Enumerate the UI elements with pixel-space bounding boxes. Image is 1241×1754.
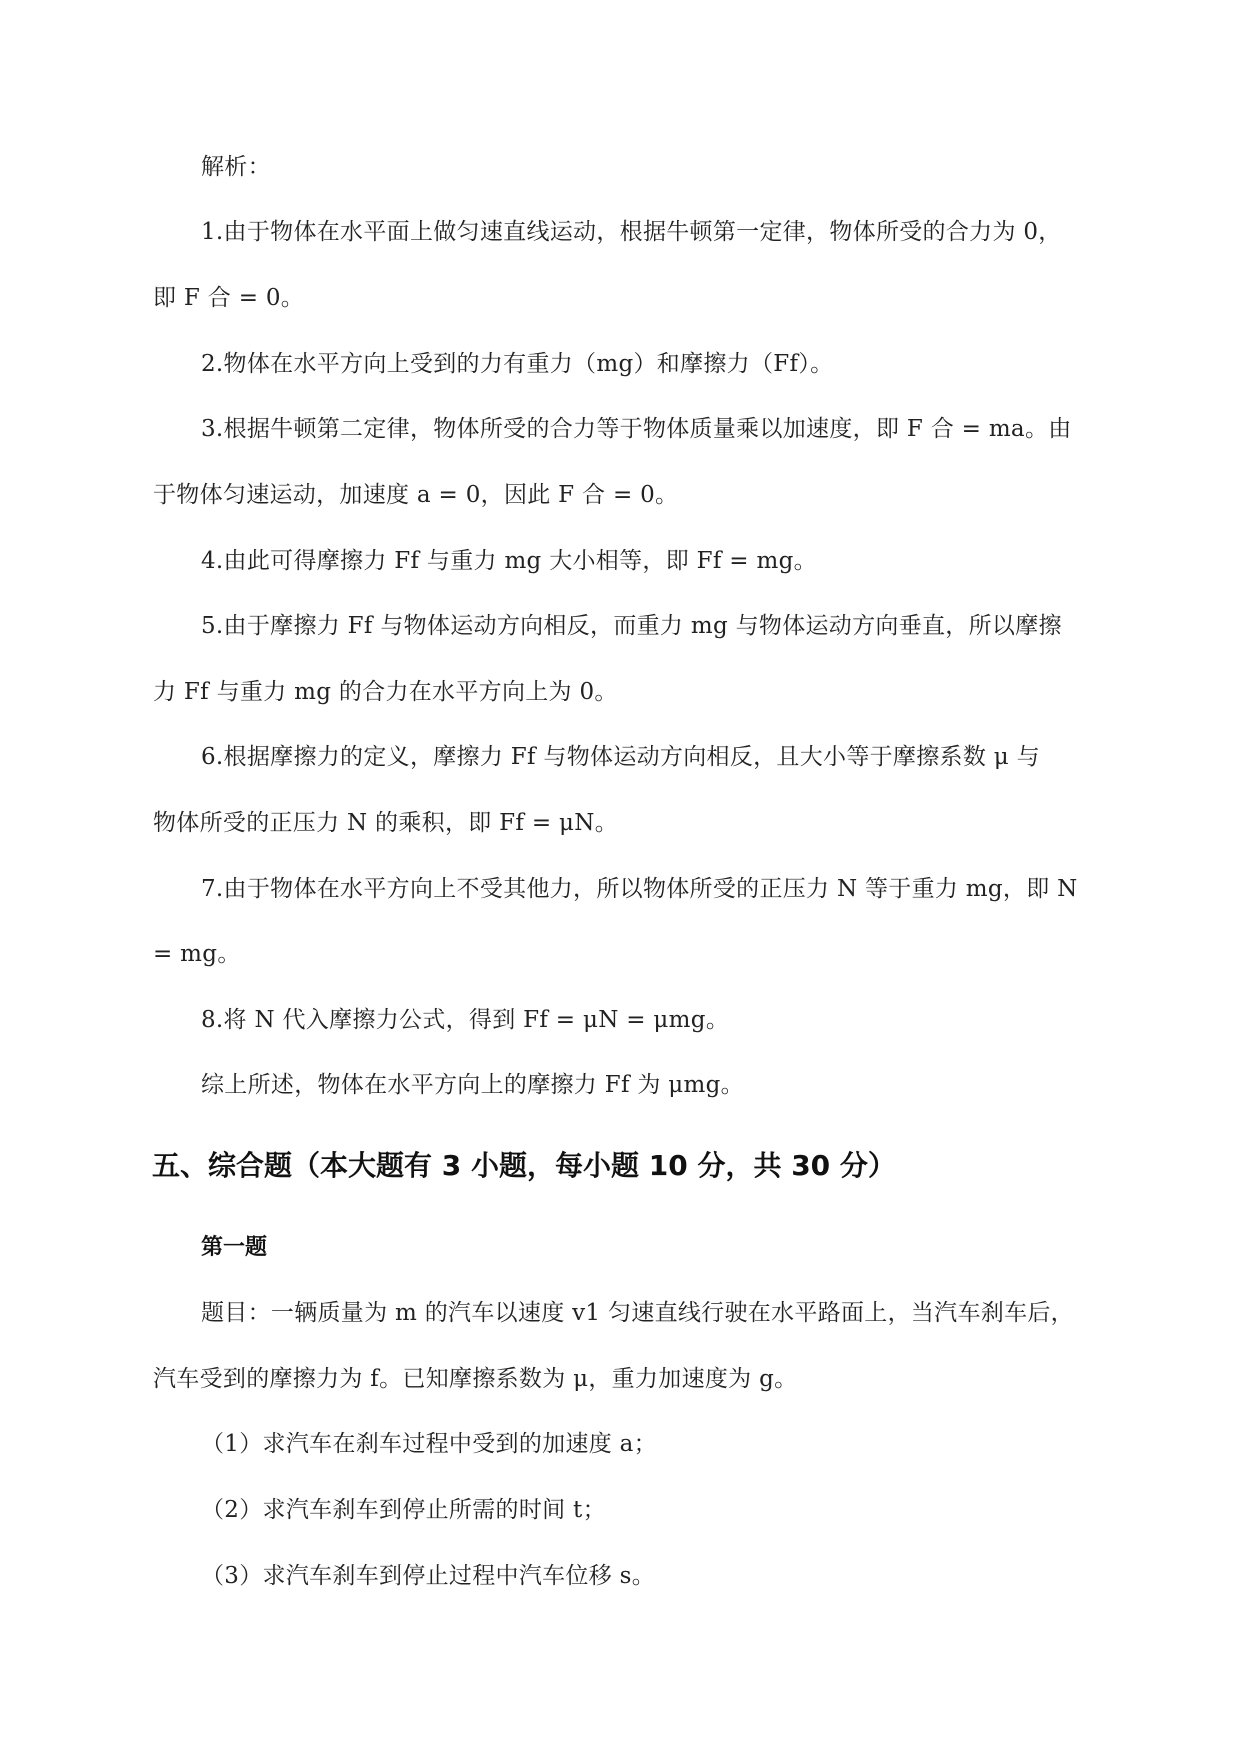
question-part-2: （2）求汽车刹车到停止所需的时间 t； (201, 1497, 606, 1523)
question-line-2: 汽车受到的摩擦力为 f。已知摩擦系数为 μ，重力加速度为 g。 (153, 1366, 798, 1392)
analysis-line-10: 物体所受的正压力 N 的乘积，即 Ff = μN。 (153, 810, 618, 836)
analysis-line-9: 6.根据摩擦力的定义，摩擦力 Ff 与物体运动方向相反，且大小等于摩擦系数 μ 与 (201, 744, 1040, 770)
analysis-line-7: 5.由于摩擦力 Ff 与物体运动方向相反，而重力 mg 与物体运动方向垂直，所以摩擦 (201, 613, 1062, 639)
analysis-line-11: 7.由于物体在水平方向上不受其他力，所以物体所受的正压力 N 等于重力 mg，即 N (201, 876, 1078, 902)
question-part-3: （3）求汽车刹车到停止过程中汽车位移 s。 (201, 1563, 656, 1589)
analysis-label: 解析： (201, 154, 271, 180)
question-part-1: （1）求汽车在刹车过程中受到的加速度 a； (201, 1431, 657, 1457)
analysis-line-1: 1.由于物体在水平面上做匀速直线运动，根据牛顿第一定律，物体所受的合力为 0， (201, 219, 1062, 245)
section-heading: 五、综合题（本大题有 3 小题，每小题 10 分，共 30 分） (152, 1149, 896, 1182)
question-heading: 第一题 (201, 1235, 268, 1260)
question-line-1: 题目：一辆质量为 m 的汽车以速度 v1 匀速直线行驶在水平路面上，当汽车刹车后， (201, 1300, 1074, 1326)
analysis-summary: 综上所述，物体在水平方向上的摩擦力 Ff 为 μmg。 (201, 1072, 744, 1098)
analysis-line-8: 力 Ff 与重力 mg 的合力在水平方向上为 0。 (153, 679, 618, 705)
analysis-line-3: 2.物体在水平方向上受到的力有重力（mg）和摩擦力（Ff）。 (201, 351, 834, 377)
analysis-line-2: 即 F 合 = 0。 (153, 285, 305, 311)
analysis-line-6: 4.由此可得摩擦力 Ff 与重力 mg 大小相等，即 Ff = mg。 (201, 548, 817, 574)
analysis-line-13: 8.将 N 代入摩擦力公式，得到 Ff = μN = μmg。 (201, 1007, 730, 1033)
analysis-line-12: = mg。 (153, 941, 241, 967)
analysis-line-4: 3.根据牛顿第二定律，物体所受的合力等于物体质量乘以加速度，即 F 合 = ma。由 (201, 416, 1072, 442)
analysis-line-5: 于物体匀速运动，加速度 a = 0，因此 F 合 = 0。 (153, 482, 679, 508)
